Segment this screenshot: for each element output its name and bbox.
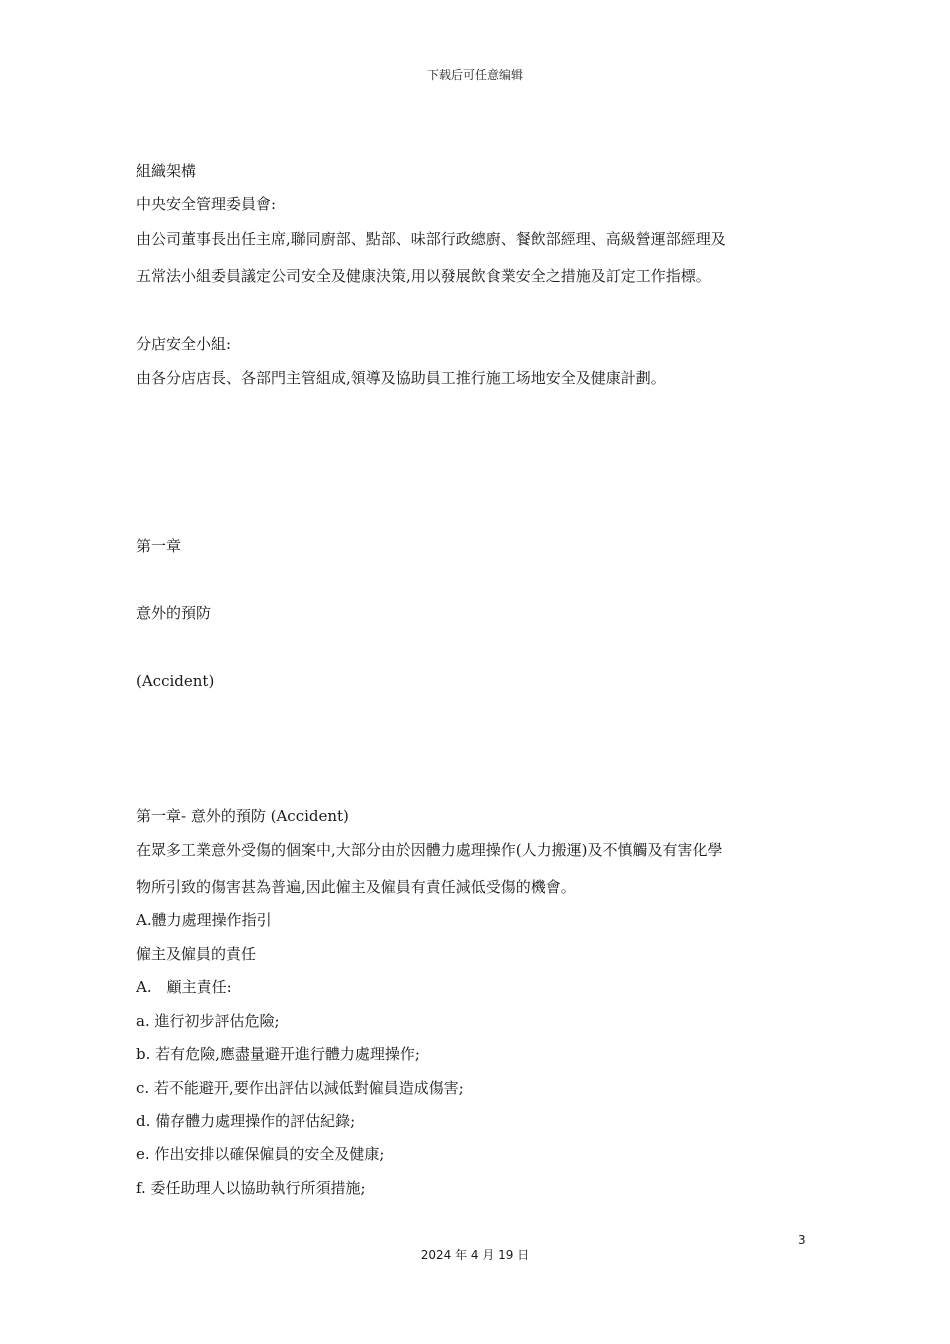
subheading-central-committee: 中央安全管理委員會:	[136, 195, 277, 213]
paragraph-line: 在眾多工業意外受傷的個案中,大部分由於因體力處理操作(人力搬運)及不慎觸及有害化學	[136, 841, 723, 859]
paragraph-line: 由各分店店長、各部門主管組成,領導及協助員工推行施工场地安全及健康計劃。	[136, 369, 666, 387]
chapter-label: 第一章	[136, 537, 182, 555]
page-header: 下载后可任意编辑	[426, 68, 523, 82]
list-item: b. 若有危險,應盡量避开進行體力處理操作;	[136, 1045, 420, 1063]
list-heading: A. 顧主責任:	[136, 978, 232, 996]
section-heading-org: 組織架構	[136, 162, 197, 180]
list-item: c. 若不能避开,要作出評估以減低對僱員造成傷害;	[136, 1079, 464, 1097]
page-number: 3	[798, 1233, 806, 1247]
subheading-branch-team: 分店安全小組:	[136, 335, 232, 353]
chapter-title: 意外的預防	[136, 604, 212, 622]
subheading-responsibilities: 僱主及僱員的責任	[136, 945, 257, 963]
list-item: f. 委任助理人以協助執行所須措施;	[136, 1179, 366, 1197]
paragraph-line: 物所引致的傷害甚為普遍,因此僱主及僱員有責任減低受傷的機會。	[136, 878, 576, 896]
list-item: a. 進行初步評估危險;	[136, 1012, 280, 1030]
chapter-subtitle: (Accident)	[136, 672, 215, 690]
paragraph-line: 五常法小組委員議定公司安全及健康決策,用以發展飲食業安全之措施及訂定工作指標。	[136, 267, 711, 285]
subheading-manual-handling: A.體力處理操作指引	[136, 911, 272, 929]
footer-date: 2024 年 4 月 19 日	[420, 1248, 530, 1262]
section-heading-chapter: 第一章- 意外的預防 (Accident)	[136, 807, 349, 825]
list-item: d. 備存體力處理操作的評估紀錄;	[136, 1112, 356, 1130]
list-item: e. 作出安排以確保僱員的安全及健康;	[136, 1145, 385, 1163]
paragraph-line: 由公司董事長出任主席,聯同廚部、點部、味部行政總廚、餐飲部經理、高級營運部經理及	[136, 230, 726, 248]
